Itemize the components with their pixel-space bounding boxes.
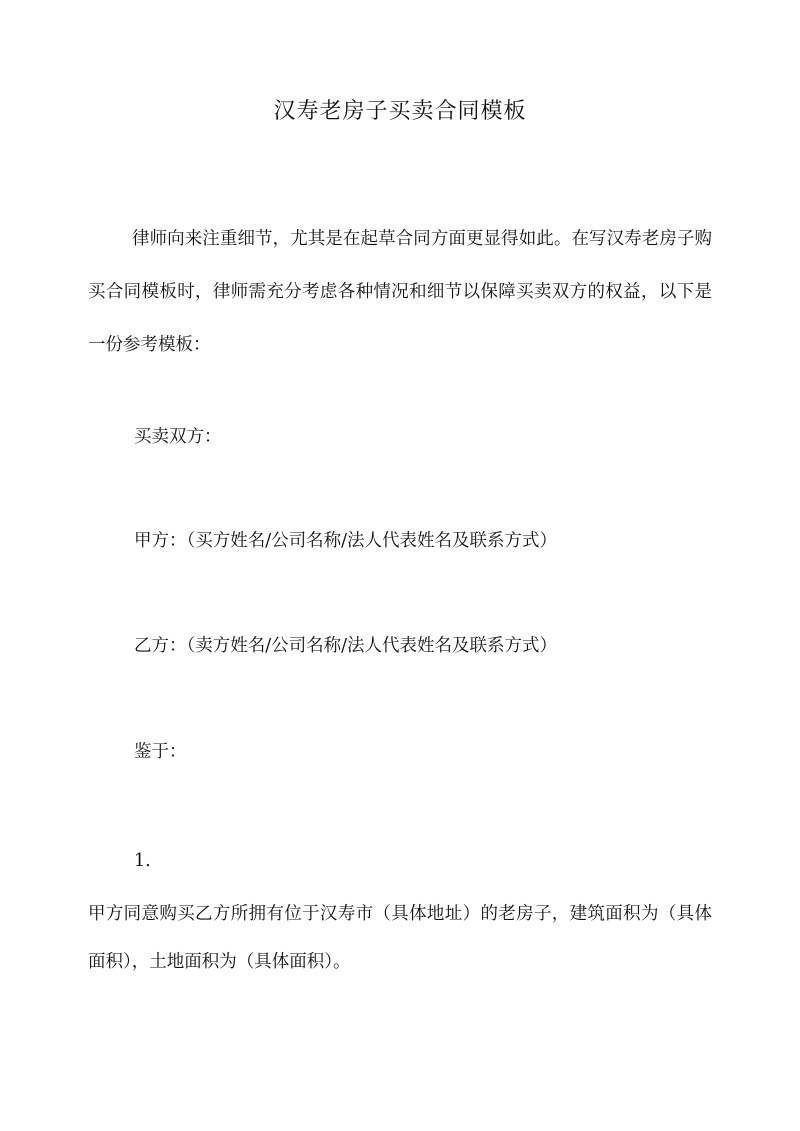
clause-1-number: 1. xyxy=(134,851,151,871)
clause-1-text: 甲方同意购买乙方所拥有位于汉寿市（具体地址）的老房子，建筑面积为（具体面积），土地面积为（具体面积）。 xyxy=(88,904,712,972)
party-a-line: 甲方：（买方姓名/公司名称/法人代表姓名及联系方式） xyxy=(134,531,558,551)
parties-heading: 买卖双方： xyxy=(134,427,222,447)
party-b-line: 乙方：（卖方姓名/公司名称/法人代表姓名及联系方式） xyxy=(134,636,558,656)
document-title: 汉寿老房子买卖合同模板 xyxy=(273,99,527,124)
whereas-heading: 鉴于： xyxy=(134,742,187,762)
intro-paragraph: 律师向来注重细节，尤其是在起草合同方面更显得如此。在写汉寿老房子购买合同模板时，律师需充分考虑各种情况和细节以保障买卖双方的权益，以下是一份参考模板： xyxy=(88,229,712,355)
